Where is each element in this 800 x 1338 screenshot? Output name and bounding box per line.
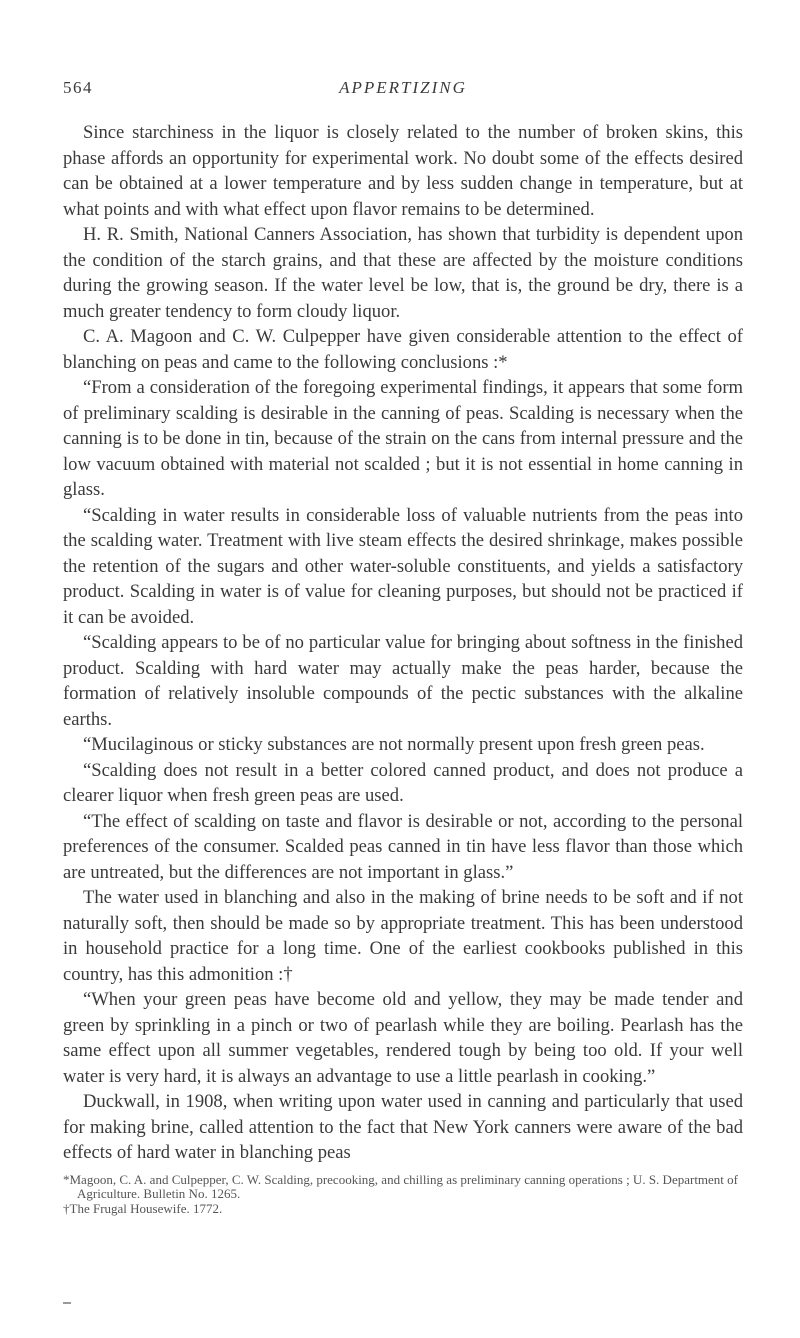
footnote: †The Frugal Housewife. 1772. — [63, 1200, 223, 1216]
running-title: APPERTIZING — [339, 78, 467, 97]
paragraph: Duckwall, in 1908, when writing upon water used in canning and particularly that used for making brine, called attention to the fact that New York canners were aware of the bad effects of hard water in blanching peas — [63, 1091, 743, 1163]
quoted-paragraph: “The effect of scalding on taste and flavor is desirable or not, according to the personal preferences of the consumer. Scalded peas canned in tin have less flavor than those which are untreated, but the differences are not important in glass.” — [63, 810, 743, 883]
body-text — [63, 120, 743, 1166]
paragraph: H. R. Smith, National Canners Association, has shown that turbidity is dependent upon the condition of the starch grains, and that these are affected by the moisture conditions during the growing season. If the water level be low, that is, the ground be dry, there is a much greater tendency to form cloudy liquor. — [63, 224, 743, 322]
paragraph: The water used in blanching and also in the making of brine needs to be soft and if not naturally soft, then should be made so by appropriate treatment. This has been understood in household practice for a long time. One of the earliest cookbooks published in this country, has this admonition :† — [63, 887, 743, 985]
book-page — [63, 78, 743, 1216]
footnotes — [63, 1173, 743, 1217]
page-number: 564 — [63, 78, 93, 97]
printer-mark — [63, 1302, 71, 1304]
quoted-paragraph: “Scalding does not result in a better colored canned product, and does not produce a clearer liquor when fresh green peas are used. — [63, 759, 743, 806]
quoted-paragraph: “Scalding in water results in considerable loss of valuable nutrients from the peas into the scalding water. Treatment with live steam effects the desired shrinkage, makes possible the retention of the sugars and other water-soluble constituents, and yields a satisfactory product. Scalding in water is of value for cleaning purposes, but should not be practiced if it can be avoided. — [63, 504, 743, 628]
footnote: *Magoon, C. A. and Culpepper, C. W. Scalding, precooking, and chilling as preliminary canning operations ; U. S. Department of Agriculture. Bulletin No. 1265. — [63, 1171, 738, 1201]
paragraph: Since starchiness in the liquor is closely related to the number of broken skins, this phase affords an opportunity for experimental work. No doubt some of the effects desired can be obtained at a lower temperature and by less sudden change in temperature, but at what points and with what effect upon flavor remains to be determined. — [63, 122, 743, 220]
quoted-paragraph: “Mucilaginous or sticky substances are not normally present upon fresh green peas. — [83, 734, 705, 755]
quoted-paragraph: “Scalding appears to be of no particular value for bringing about softness in the finished product. Scalding with hard water may actually make the peas harder, because the formation of relatively insoluble compounds of the pectic substances with the alkaline earths. — [63, 632, 743, 730]
quoted-paragraph: “From a consideration of the foregoing experimental findings, it appears that some form of preliminary scalding is desirable in the canning of peas. Scalding is necessary when the canning is to be done in tin, because of the strain on the cans from internal pressure and the low vacuum obtained with material not scalded ; but it is not essential in home canning in glass. — [63, 377, 743, 500]
paragraph: C. A. Magoon and C. W. Culpepper have given considerable attention to the effect of blanching on peas and came to the following conclusions :* — [63, 326, 743, 373]
running-head — [63, 78, 743, 102]
quoted-paragraph: “When your green peas have become old and yellow, they may be made tender and green by sprinkling in a pinch or two of pearlash while they are boiling. Pearlash has the same effect upon all summer vegetables, rendered tough by being too old. If your well water is very hard, it is always an advantage to use a little pearlash in cooking.” — [63, 989, 743, 1087]
